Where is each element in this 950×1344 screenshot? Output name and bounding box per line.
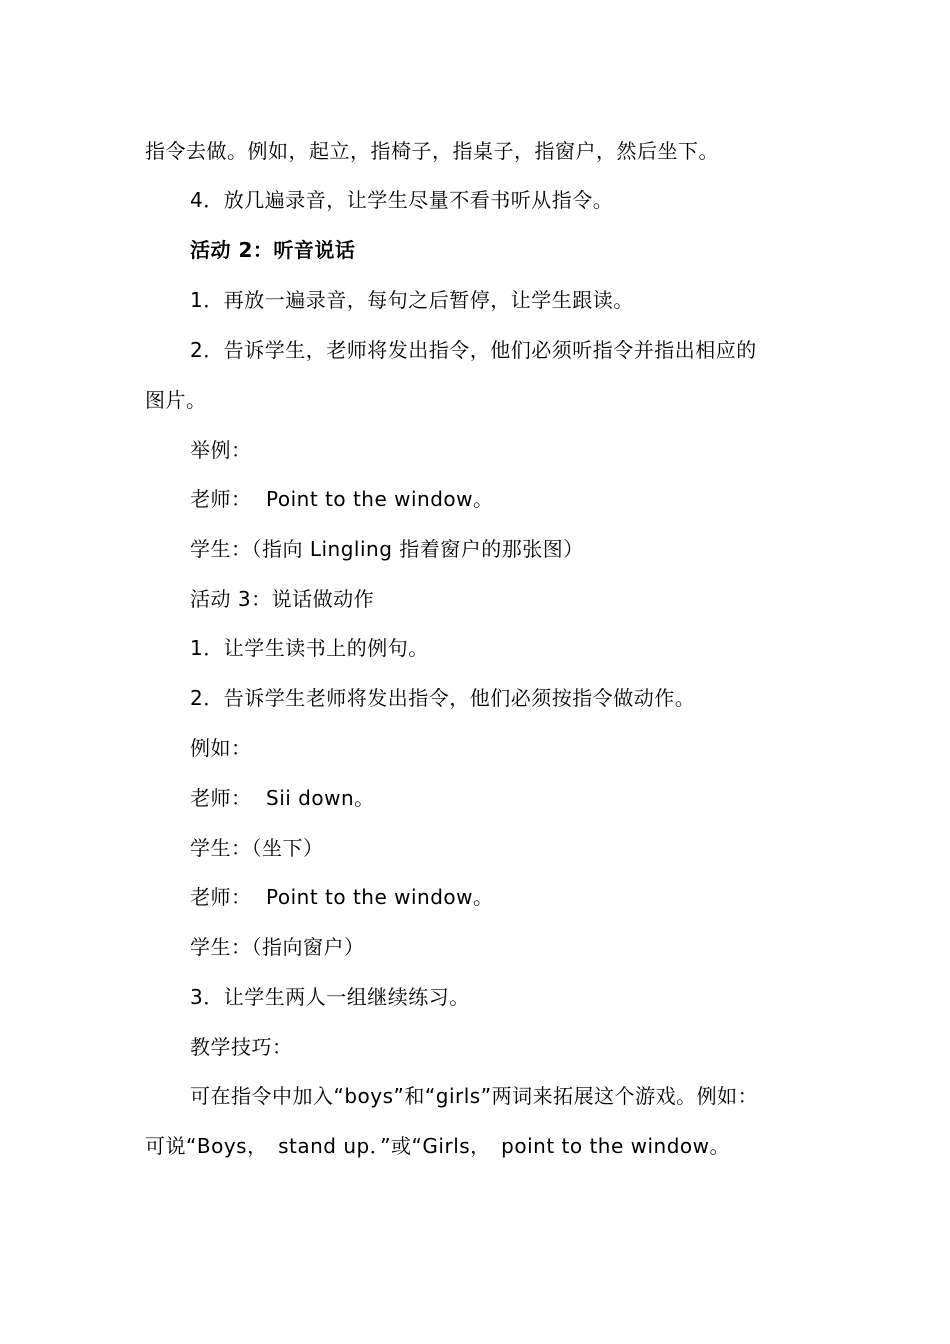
paragraph-line: 3．让学生两人一组继续练习。	[190, 985, 470, 1009]
paragraph-line: 4．放几遍录音，让学生尽量不看书听从指令。	[190, 188, 614, 212]
dialogue-text: Point to the window。	[266, 885, 494, 909]
paragraph-line: 指令去做。例如，起立，指椅子，指桌子，指窗户，然后坐下。	[145, 139, 719, 163]
paragraph-line: 可在指令中加入“boys”和“girls”两词来拓展这个游戏。例如：	[190, 1084, 759, 1108]
paragraph-line: 可说“Boys， stand up．”或“Girls， point to the window。	[145, 1134, 731, 1158]
dialogue-text: Point to the window。	[266, 487, 494, 511]
activity-3-heading: 活动 3：说话做动作	[190, 587, 375, 611]
dialogue-line	[190, 883, 494, 911]
speaker-label: 老师：	[190, 885, 252, 909]
speaker-label: 老师：	[190, 487, 252, 511]
paragraph-line: 学生：（指向 Lingling 指着窗户的那张图）	[190, 537, 584, 561]
dialogue-line	[190, 784, 375, 812]
paragraph-line: 学生：（指向窗户）	[190, 935, 365, 959]
teaching-tips-heading: 教学技巧：	[190, 1035, 293, 1059]
paragraph-line: 2．告诉学生，老师将发出指令，他们必须听指令并指出相应的	[190, 338, 757, 362]
paragraph-line: 1．再放一遍录音，每句之后暂停，让学生跟读。	[190, 288, 634, 312]
paragraph-line: 2．告诉学生老师将发出指令，他们必须按指令做动作。	[190, 686, 696, 710]
activity-2-heading: 活动 2：听音说话	[190, 238, 356, 262]
example-label: 举例：	[190, 438, 252, 462]
example-label: 例如：	[190, 736, 252, 760]
paragraph-line: 1．让学生读书上的例句。	[190, 636, 429, 660]
dialogue-line	[190, 485, 494, 513]
paragraph-line: 图片。	[145, 388, 207, 412]
speaker-label: 老师：	[190, 786, 252, 810]
paragraph-line: 学生：（坐下）	[190, 836, 324, 860]
dialogue-text: Sii down。	[266, 786, 375, 810]
